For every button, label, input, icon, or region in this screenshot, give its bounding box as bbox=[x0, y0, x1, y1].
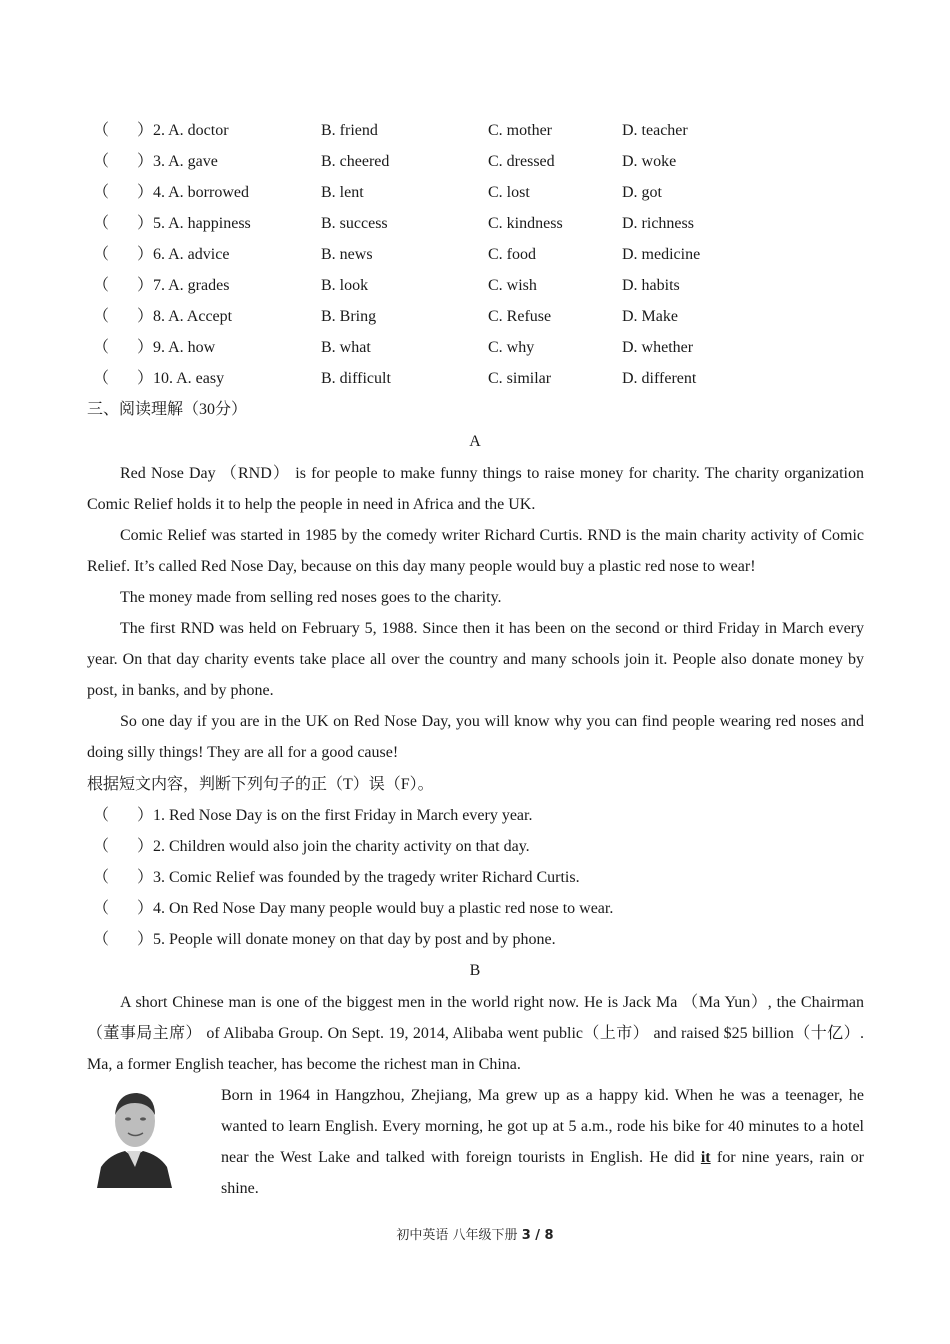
option-a bbox=[153, 307, 232, 327]
answer-paren-right: ） bbox=[137, 184, 154, 201]
paragraph-text: So one day if you are in the UK on Red Nose Day, you will know why you can find people wearing red noses and doing silly things! They are all for a good cause! bbox=[87, 713, 864, 761]
tf-question bbox=[0, 806, 950, 826]
answer-paren-left: （ bbox=[93, 370, 110, 387]
answer-paren-left: （ bbox=[93, 931, 110, 948]
option-a-text: A. happiness bbox=[168, 215, 251, 232]
choice-row bbox=[0, 369, 950, 389]
option-a bbox=[153, 152, 218, 172]
answer-paren-left: （ bbox=[93, 215, 110, 232]
option-b: B. Bring bbox=[321, 308, 377, 325]
page-footer bbox=[0, 1224, 950, 1243]
option-a bbox=[153, 183, 249, 203]
answer-paren-right: ） bbox=[137, 153, 154, 170]
tf-question-text: 1. Red Nose Day is on the first Friday in March every year. bbox=[153, 807, 533, 824]
passage-a-paragraph bbox=[87, 706, 864, 768]
footer-text: 初中英语 八年级下册 bbox=[396, 1228, 522, 1243]
answer-paren-right: ） bbox=[137, 900, 154, 917]
tf-question bbox=[0, 930, 950, 950]
answer-paren-left: （ bbox=[93, 900, 110, 917]
answer-paren-right: ） bbox=[137, 339, 154, 356]
question-number: 3. bbox=[153, 153, 165, 170]
option-b: B. friend bbox=[321, 122, 378, 139]
option-a bbox=[153, 214, 251, 234]
option-a bbox=[153, 338, 215, 358]
answer-paren-right: ） bbox=[137, 246, 154, 263]
option-a-text: A. Accept bbox=[168, 308, 233, 325]
portrait-image bbox=[95, 1085, 172, 1188]
tf-question-text: 2. Children would also join the charity activity on that day. bbox=[153, 838, 530, 855]
question-number: 5. bbox=[153, 215, 165, 232]
option-c: C. dressed bbox=[488, 153, 555, 170]
choice-row bbox=[0, 307, 950, 327]
option-c: C. lost bbox=[488, 184, 530, 201]
passage-a-label: A bbox=[469, 433, 481, 450]
option-b: B. what bbox=[321, 339, 371, 356]
answer-paren-right: ） bbox=[137, 215, 154, 232]
question-number: 2. bbox=[153, 122, 165, 139]
answer-paren-right: ） bbox=[137, 869, 154, 886]
option-d: D. richness bbox=[622, 215, 694, 232]
question-number: 8. bbox=[153, 308, 165, 325]
answer-paren-left: （ bbox=[93, 122, 110, 139]
answer-paren-left: （ bbox=[93, 277, 110, 294]
paragraph-text: for nine years, rain or shine. bbox=[221, 1149, 864, 1197]
choice-row bbox=[0, 338, 950, 358]
option-d: D. got bbox=[622, 184, 662, 201]
option-a-text: A. advice bbox=[168, 246, 230, 263]
paragraph-text: Red Nose Day （RND） is for people to make funny things to raise money for charity. The charity organization Comic Relief holds it to help the people in need in Africa and the UK. bbox=[87, 465, 864, 513]
option-a-text: A. how bbox=[168, 339, 216, 356]
paragraph-text: The first RND was held on February 5, 1988. Since then it has been on the second or third Friday in March every year. On that day charity events take place all over the country and many schools join it. People also donate money by post, in banks, and by phone. bbox=[87, 620, 864, 699]
option-a bbox=[153, 276, 229, 296]
tf-question-text: 3. Comic Relief was founded by the tragedy writer Richard Curtis. bbox=[153, 869, 580, 886]
question-number: 10. bbox=[153, 370, 173, 387]
tf-question-text: 4. On Red Nose Day many people would buy a plastic red nose to wear. bbox=[153, 900, 614, 917]
tf-question bbox=[0, 899, 950, 919]
option-d: D. habits bbox=[622, 277, 680, 294]
passage-a-paragraph bbox=[87, 613, 864, 706]
paragraph-text: Comic Relief was started in 1985 by the comedy writer Richard Curtis. RND is the main charity activity of Comic Relief. It’s called Red Nose Day, because on this day many people would buy a plastic red nose to wear! bbox=[87, 527, 864, 575]
option-b: B. success bbox=[321, 215, 388, 232]
option-a-text: A. doctor bbox=[168, 122, 229, 139]
answer-paren-left: （ bbox=[93, 869, 110, 886]
option-c: C. wish bbox=[488, 277, 537, 294]
answer-paren-right: ） bbox=[137, 370, 154, 387]
page-number: 3 / 8 bbox=[521, 1228, 554, 1243]
option-d: D. whether bbox=[622, 339, 694, 356]
question-number: 6. bbox=[153, 246, 165, 263]
option-d: D. different bbox=[622, 370, 697, 387]
option-c: C. Refuse bbox=[488, 308, 552, 325]
option-a bbox=[153, 369, 224, 389]
paragraph-text: The money made from selling red noses goes to the charity. bbox=[120, 589, 502, 606]
answer-paren-left: （ bbox=[93, 807, 110, 824]
passage-a-paragraph bbox=[87, 582, 864, 613]
answer-paren-right: ） bbox=[137, 838, 154, 855]
tf-question bbox=[0, 837, 950, 857]
option-b: B. lent bbox=[321, 184, 364, 201]
choice-row bbox=[0, 214, 950, 234]
answer-paren-left: （ bbox=[93, 308, 110, 325]
option-a bbox=[153, 121, 229, 141]
choice-row bbox=[0, 245, 950, 265]
answer-paren-left: （ bbox=[93, 339, 110, 356]
option-c: C. similar bbox=[488, 370, 552, 387]
option-d: D. woke bbox=[622, 153, 677, 170]
question-number: 9. bbox=[153, 339, 165, 356]
answer-paren-right: ） bbox=[137, 931, 154, 948]
option-d: D. medicine bbox=[622, 246, 701, 263]
option-b: B. difficult bbox=[321, 370, 391, 387]
choice-row bbox=[0, 152, 950, 172]
option-a-text: A. gave bbox=[168, 153, 218, 170]
answer-paren-left: （ bbox=[93, 838, 110, 855]
answer-paren-right: ） bbox=[137, 122, 154, 139]
option-a-text: A. borrowed bbox=[168, 184, 249, 201]
choice-row bbox=[0, 183, 950, 203]
paragraph-text: A short Chinese man is one of the biggest men in the world right now. He is Jack Ma （Ma Yun）, the Chairman（董事局主席） of Alibaba Group. On Sept. 19, 2014, Alibaba went public（上市） and raised $25 billion（十亿）. Ma, a former English teacher, has become the richest man in China. bbox=[87, 994, 864, 1073]
option-c: C. food bbox=[488, 246, 536, 263]
passage-b-paragraph bbox=[221, 1080, 864, 1204]
option-b: B. cheered bbox=[321, 153, 390, 170]
answer-paren-left: （ bbox=[93, 153, 110, 170]
option-d: D. Make bbox=[622, 308, 678, 325]
answer-paren-left: （ bbox=[93, 246, 110, 263]
tf-question bbox=[0, 868, 950, 888]
option-a-text: A. grades bbox=[168, 277, 230, 294]
passage-b-intro bbox=[87, 987, 864, 1080]
paragraph-text: Born in 1964 in Hangzhou, Zhejiang, Ma grew up as a happy kid. When he was a teenager, he wanted to learn English. Every morning, he got up at 5 a.m., rode his bike for 40 minutes to a hotel near the West Lake and talked with foreign tourists in English. He did bbox=[221, 1087, 864, 1166]
option-b: B. look bbox=[321, 277, 369, 294]
emphasized-word: it bbox=[700, 1149, 711, 1166]
passage-a-paragraph bbox=[87, 458, 864, 520]
answer-paren-right: ） bbox=[137, 807, 154, 824]
question-number: 7. bbox=[153, 277, 165, 294]
answer-paren-right: ） bbox=[137, 308, 154, 325]
option-a bbox=[153, 245, 229, 265]
option-b: B. news bbox=[321, 246, 373, 263]
answer-paren-left: （ bbox=[93, 184, 110, 201]
jack-ma-photo bbox=[95, 1085, 172, 1188]
answer-paren-right: ） bbox=[137, 277, 154, 294]
passage-a-paragraph bbox=[87, 520, 864, 582]
option-c: C. kindness bbox=[488, 215, 563, 232]
option-c: C. why bbox=[488, 339, 535, 356]
section-title: 三、阅读理解（30分） bbox=[87, 401, 248, 418]
question-number: 4. bbox=[153, 184, 165, 201]
option-d: D. teacher bbox=[622, 122, 688, 139]
option-a-text: A. easy bbox=[176, 370, 225, 387]
passage-b-label: B bbox=[469, 962, 481, 979]
choice-row bbox=[0, 121, 950, 141]
tf-instruction: 根据短文内容，判断下列句子的正（T）误（F）。 bbox=[87, 776, 434, 793]
tf-question-text: 5. People will donate money on that day by post and by phone. bbox=[153, 931, 556, 948]
option-c: C. mother bbox=[488, 122, 552, 139]
choice-row bbox=[0, 276, 950, 296]
